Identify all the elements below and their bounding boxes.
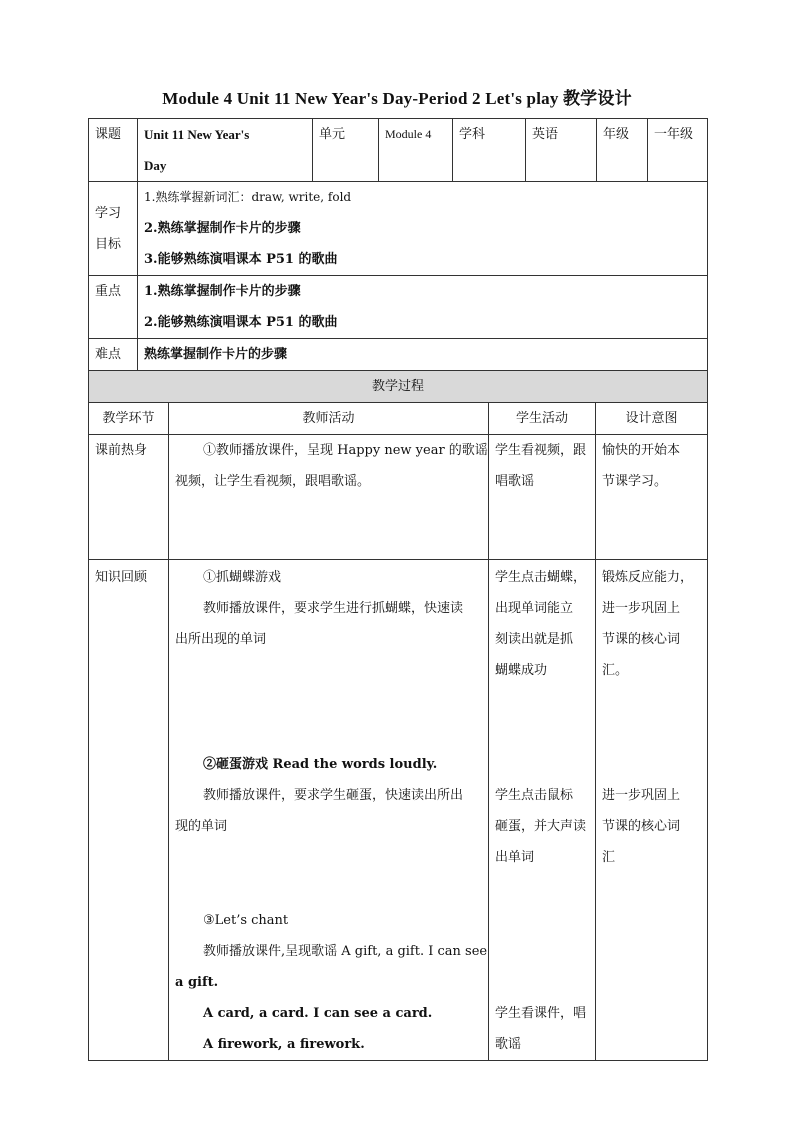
review-stage: 知识回顾: [89, 560, 169, 1061]
warmup-teacher-line: 视频，让学生看视频，跟唱歌谣。: [175, 474, 371, 489]
act2-intent-line: 进一步巩固上: [602, 788, 681, 803]
act1-intent-line: 汇。: [602, 663, 629, 678]
warmup-intent-line: 节课学习。: [602, 474, 668, 489]
warmup-intent-line: 愉快的开始本: [602, 443, 681, 458]
act2-intent-line: 节课的核心词: [602, 819, 681, 834]
act2-body-line: 现的单词: [175, 819, 228, 834]
header-teacher: 教师活动: [169, 403, 489, 435]
lesson-info-table: [88, 118, 708, 371]
review-student: [489, 560, 596, 1061]
act3-student-line: 学生看课件，唱: [495, 1006, 587, 1021]
unit-label: 单元: [313, 119, 379, 182]
act2-body-line: 教师播放课件，要求学生砸蛋，快速读出所出: [203, 788, 464, 803]
key-point-item: 1.熟练掌握制作卡片的步骤: [144, 284, 301, 299]
warmup-teacher: [169, 435, 489, 560]
act1-student-line: 学生点击蝴蝶，: [495, 570, 587, 585]
subject-label: 学科: [453, 119, 526, 182]
topic-value: [138, 119, 313, 182]
topic-line: Day: [144, 158, 167, 173]
process-banner: 教学过程: [89, 371, 708, 403]
act3-chant-line: A firework, a firework.: [203, 1037, 365, 1052]
warmup-student: [489, 435, 596, 560]
warmup-student-line: 学生看视频，跟: [495, 443, 587, 458]
act2-intent-line: 汇: [602, 850, 616, 865]
review-intent: [596, 560, 708, 1061]
warmup-stage: 课前热身: [89, 435, 169, 560]
key-points-label: 重点: [89, 276, 138, 339]
act3-student-line: 歌谣: [495, 1037, 522, 1052]
goals-label-line: 目标: [95, 237, 122, 252]
goal-item: 1.熟练掌握新词汇：draw, write, fold: [144, 190, 352, 204]
act3-body-line: a gift.: [175, 975, 219, 990]
act1-body-line: 出所出现的单词: [175, 632, 267, 647]
header-stage: 教学环节: [89, 403, 169, 435]
subject-value: 英语: [526, 119, 597, 182]
grade-value: 一年级: [648, 119, 708, 182]
goals-label: [89, 182, 138, 276]
topic-label: 课题: [89, 119, 138, 182]
goals-content: [138, 182, 708, 276]
act1-title: ①抓蝴蝶游戏: [203, 570, 282, 585]
header-student: 学生活动: [489, 403, 596, 435]
act3-title: ③Let’s chant: [203, 913, 289, 928]
act1-intent-line: 锻炼反应能力，: [602, 570, 694, 585]
act2-student-line: 学生点击鼠标: [495, 788, 574, 803]
warmup-intent: [596, 435, 708, 560]
act3-body-line: 教师播放课件,呈现歌谣 A gift, a gift. I can see: [203, 944, 488, 959]
key-point-item: 2.能够熟练演唱课本 P51 的歌曲: [144, 315, 338, 330]
key-points-content: [138, 276, 708, 339]
teaching-process-table: [88, 370, 708, 1061]
act2-student-line: 出单词: [495, 850, 535, 865]
page-title: Module 4 Unit 11 New Year's Day-Period 2 Let's play 教学设计: [162, 89, 632, 108]
act2-title: ②砸蛋游戏 Read the words loudly.: [203, 757, 438, 772]
warmup-student-line: 唱歌谣: [495, 474, 535, 489]
act1-student-line: 蝴蝶成功: [495, 663, 548, 678]
header-intent: 设计意图: [596, 403, 708, 435]
act1-student-line: 出现单词能立: [495, 601, 574, 616]
act1-intent-line: 节课的核心词: [602, 632, 681, 647]
difficulty-label: 难点: [89, 339, 138, 371]
act1-student-line: 刻读出就是抓: [495, 632, 574, 647]
topic-line: Unit 11 New Year's: [144, 127, 250, 142]
act2-student-line: 砸蛋，并大声读: [495, 819, 587, 834]
warmup-teacher-line: ①教师播放课件，呈现 Happy new year 的歌谣: [203, 443, 488, 458]
goal-item: 3.能够熟练演唱课本 P51 的歌曲: [144, 252, 338, 267]
act1-intent-line: 进一步巩固上: [602, 601, 681, 616]
review-teacher: [169, 560, 489, 1061]
act3-chant-line: A card, a card. I can see a card.: [203, 1006, 433, 1021]
goals-label-line: 学习: [95, 206, 122, 221]
difficulty-content: 熟练掌握制作卡片的步骤: [138, 339, 708, 371]
goal-item: 2.熟练掌握制作卡片的步骤: [144, 221, 301, 236]
act1-body-line: 教师播放课件，要求学生进行抓蝴蝶，快速读: [203, 601, 464, 616]
unit-value: Module 4: [379, 119, 453, 182]
grade-label: 年级: [597, 119, 648, 182]
